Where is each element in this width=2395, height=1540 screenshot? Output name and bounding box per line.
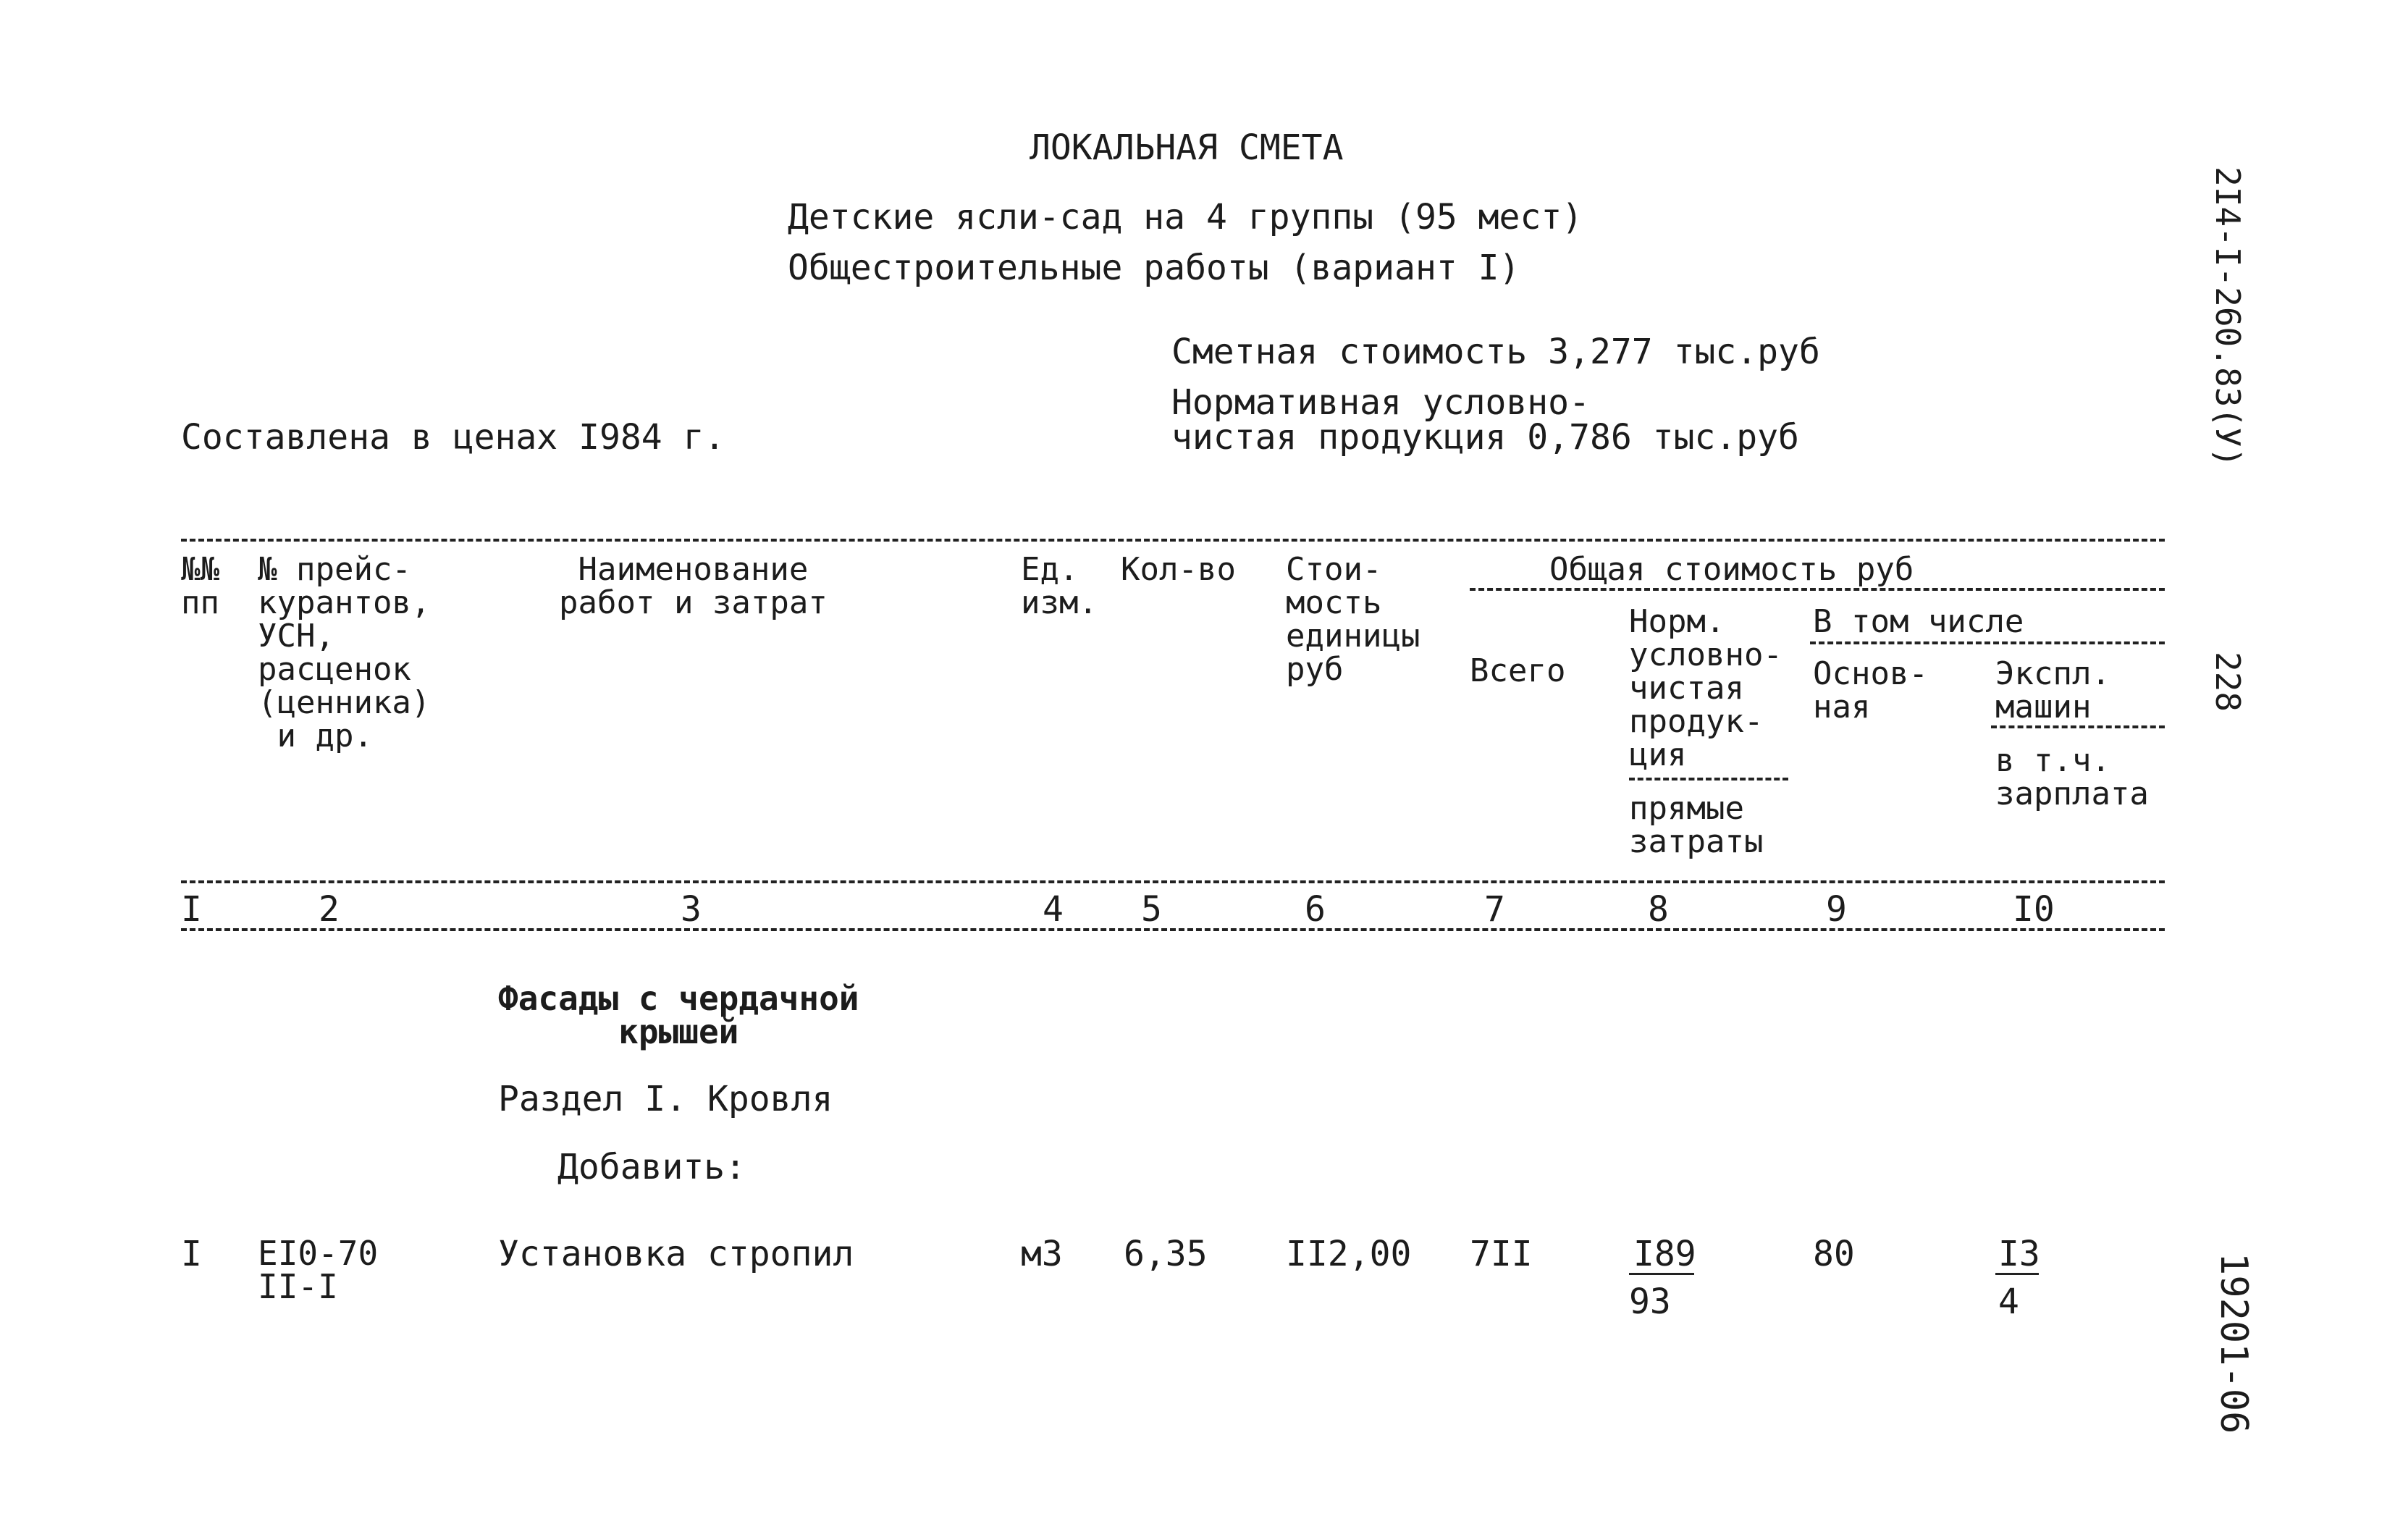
header-total-group: Общая стоимость руб [1549, 551, 1914, 588]
row-number: I [181, 1234, 202, 1274]
header-incl-group: В том числе [1813, 603, 2024, 640]
normative-line-1: Нормативная условно- [1171, 382, 1590, 423]
prices-year: Составлена в ценах I984 г. [181, 417, 725, 458]
colnum-bottom-rule [181, 928, 2165, 931]
section-roof: Раздел I. Кровля [498, 1079, 833, 1119]
header-row-number: №№ пп [181, 551, 219, 621]
col-number: 6 [1305, 889, 1326, 930]
col-number: 5 [1141, 889, 1162, 930]
object-name: Детские ясли-сад на 4 группы (95 мест) [788, 197, 1583, 237]
col-number: 4 [1043, 889, 1064, 930]
header-direct-costs: прямые затраты [1629, 790, 1764, 860]
row-machines: I3 [1998, 1234, 2040, 1274]
col-number: I [181, 889, 202, 930]
estimated-cost: Сметная стоимость 3,277 тыс.руб [1171, 332, 1820, 372]
header-quantity: Кол-во [1121, 551, 1236, 588]
header-main: Основ- ная [1813, 655, 1928, 725]
header-machines: Экспл. машин [1995, 655, 2110, 725]
header-unit-cost: Стои- мость единицы руб [1286, 551, 1420, 688]
add-label: Добавить: [557, 1147, 746, 1187]
row-work-name: Установка стропил [498, 1234, 854, 1274]
incl-group-rule [1810, 641, 2165, 644]
col-number: 2 [319, 889, 340, 930]
col-number: 8 [1648, 889, 1669, 930]
row-machines-underline [1995, 1273, 2039, 1275]
document-title: ЛОКАЛЬНАЯ СМЕТА [1030, 127, 1344, 168]
works-type: Общестроительные работы (вариант I) [788, 248, 1520, 288]
header-salary: в т.ч. зарплата [1995, 742, 2149, 812]
machines-split-rule [1991, 725, 2165, 728]
row-salary: 4 [1998, 1282, 2019, 1322]
total-group-rule [1470, 588, 2165, 591]
table-top-rule [181, 539, 2165, 542]
col-number: I0 [2013, 889, 2055, 930]
facade-heading: Фасады с чердачной крышей [498, 979, 859, 1051]
row-price-code: EI0-70 II-I [258, 1234, 379, 1306]
header-price-ref: № прейс- курантов, УСН, расценок (ценника) и др. [258, 551, 431, 754]
header-unit: Ед. изм. [1021, 551, 1098, 621]
norm-split-rule [1629, 778, 1788, 780]
row-norm-underline [1629, 1273, 1694, 1275]
inventory-number: 19201-06 [2212, 1253, 2255, 1434]
col-number: 7 [1484, 889, 1505, 930]
row-total: 7II [1470, 1234, 1533, 1274]
header-bottom-rule [181, 880, 2165, 883]
document-code: 2I4-I-260.83(У) [2208, 167, 2247, 468]
row-main: 80 [1813, 1234, 1855, 1274]
header-norm-product: Норм. условно- чистая продук- ция [1629, 603, 1782, 773]
page-number: 228 [2208, 652, 2247, 712]
col-number: 3 [681, 889, 702, 930]
row-quantity: 6,35 [1124, 1234, 1208, 1274]
col-number: 9 [1826, 889, 1847, 930]
row-unit-cost: II2,00 [1286, 1234, 1412, 1274]
row-direct-costs: 93 [1629, 1282, 1671, 1322]
header-total: Всего [1470, 652, 1566, 689]
row-norm-product: I89 [1633, 1234, 1696, 1274]
row-unit: м3 [1021, 1234, 1063, 1274]
normative-line-2: чистая продукция 0,786 тыс.руб [1171, 417, 1799, 458]
header-work-name: Наименование работ и затрат [559, 551, 828, 621]
